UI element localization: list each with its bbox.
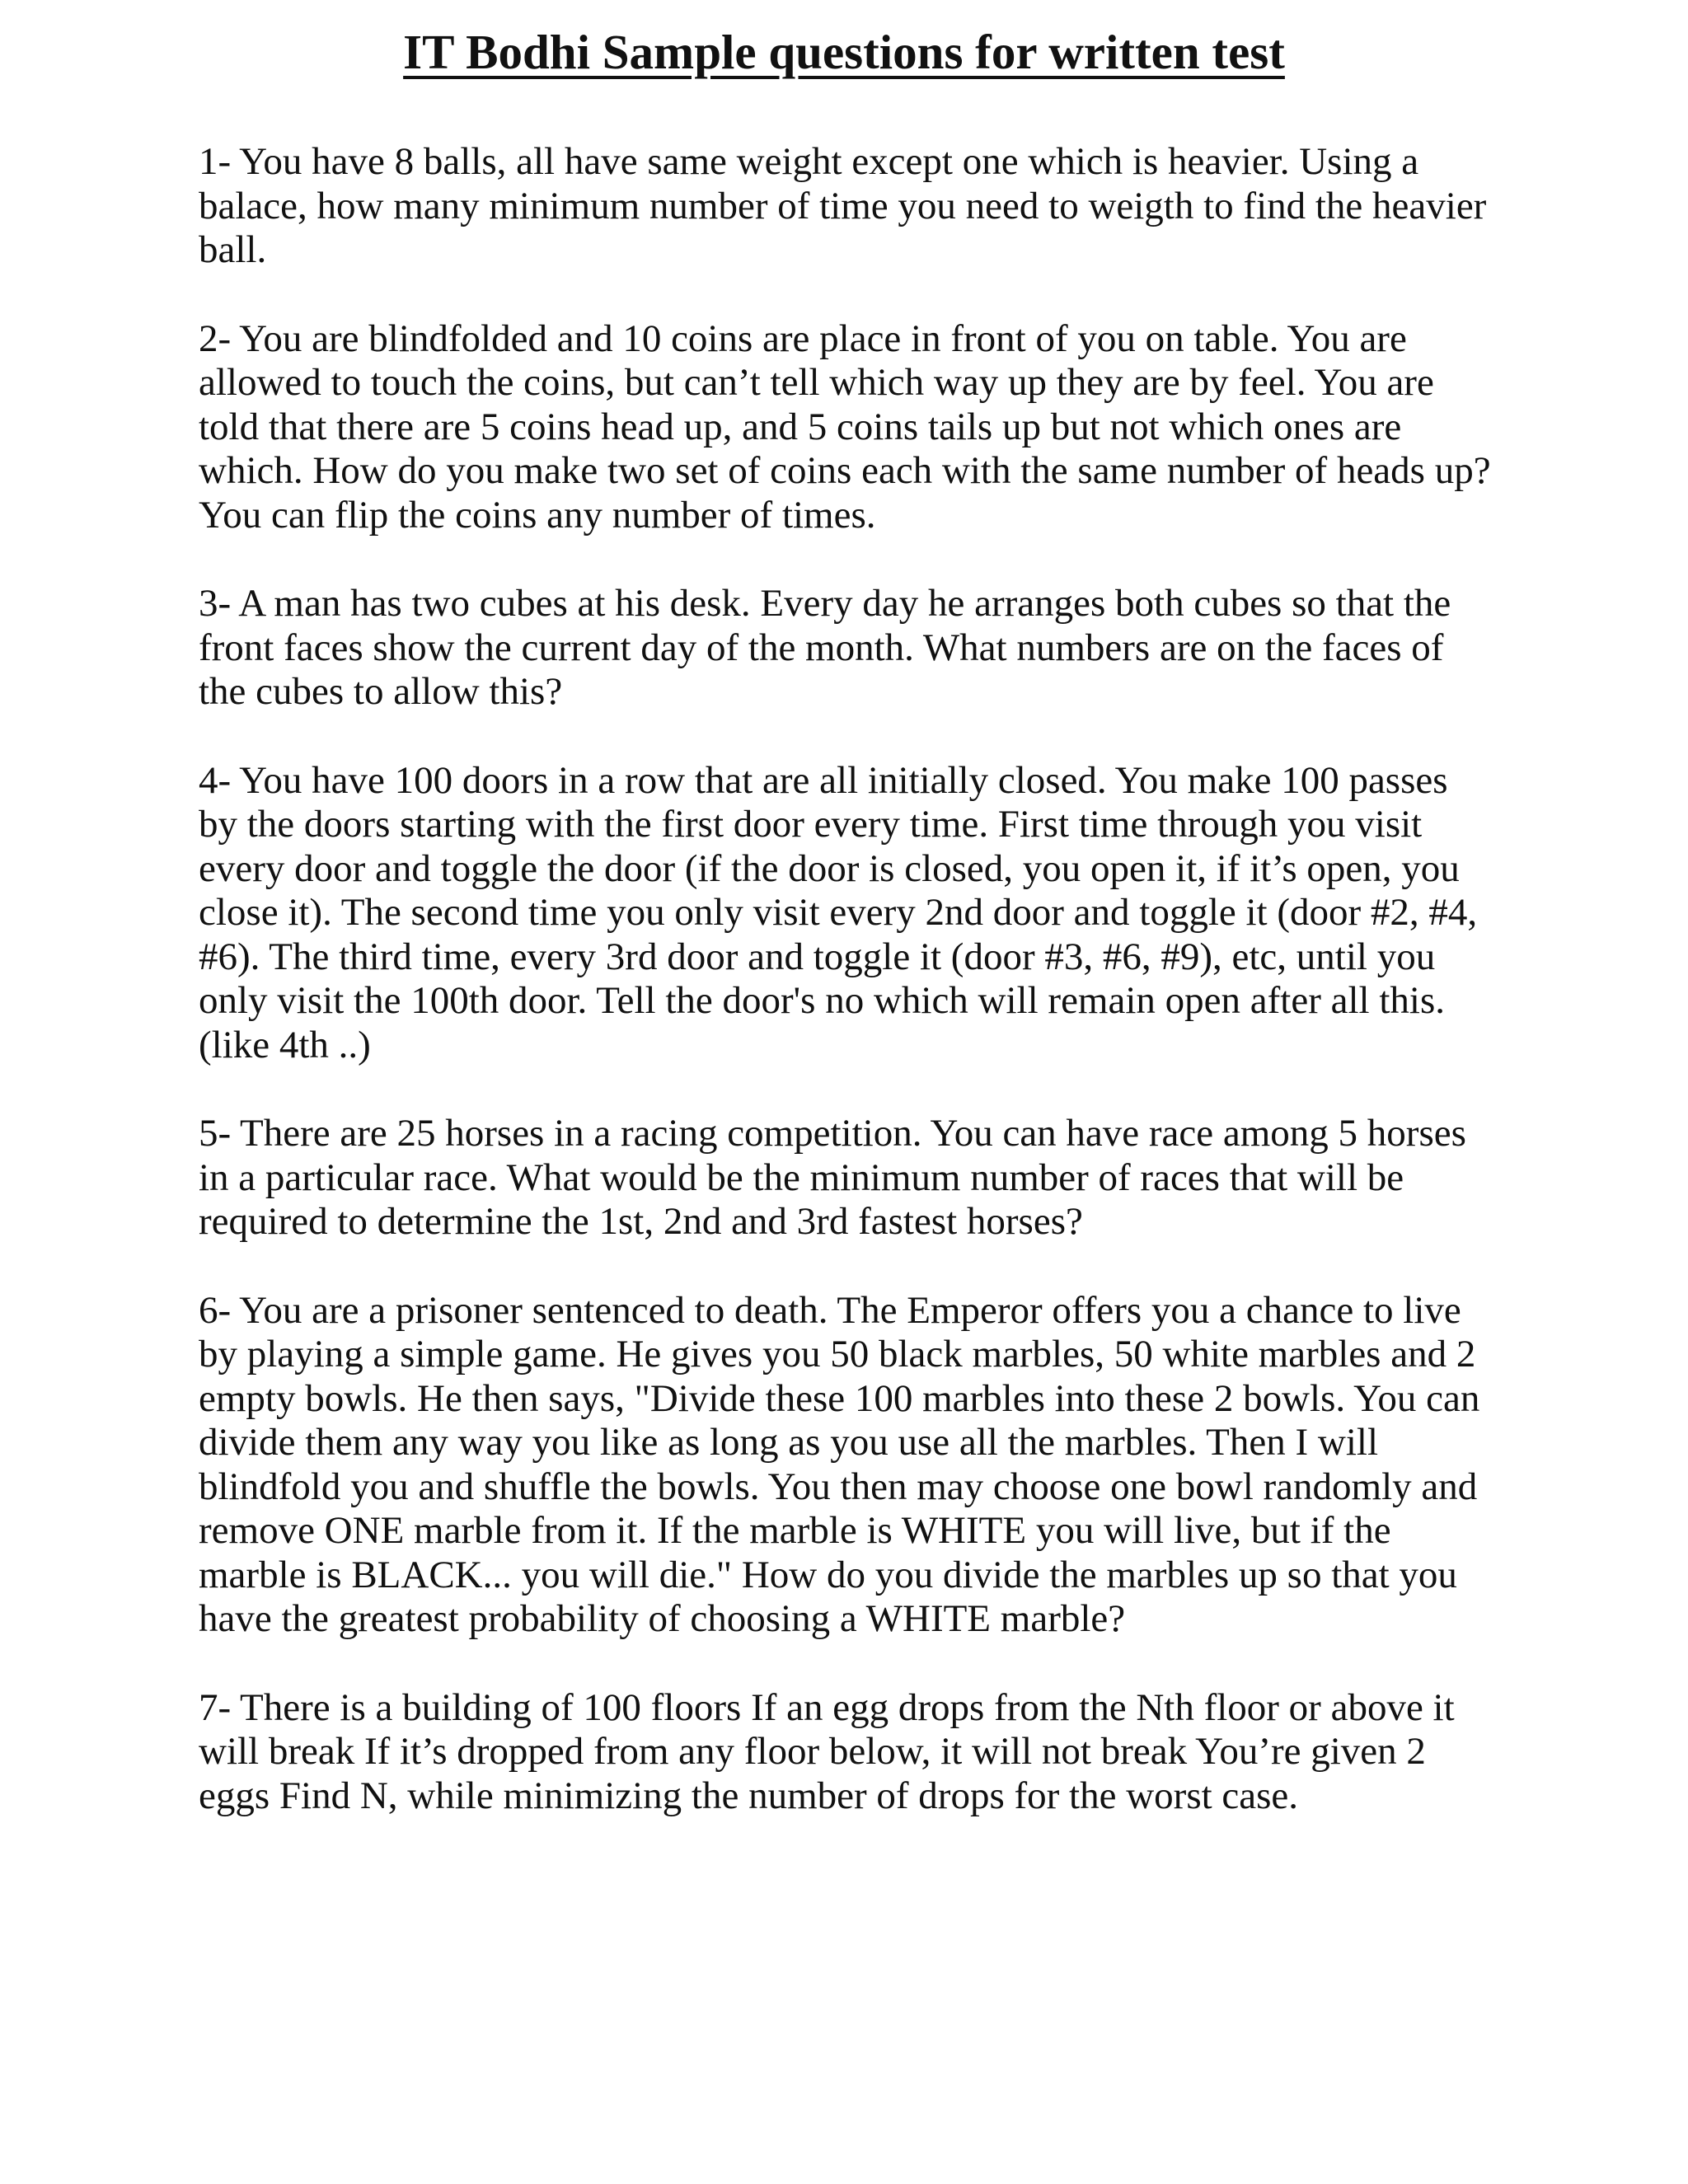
question-4-line: close it). The second time you only visit every 2nd door and toggle it (door #2, #4, [199, 891, 1478, 934]
question-5-line: in a particular race. What would be the minimum number of races that will be [199, 1155, 1404, 1199]
question-7 [199, 1686, 1501, 1819]
page-title: IT Bodhi Sample questions for written test [403, 25, 1285, 79]
question-2-line: You can flip the coins any number of times. [199, 493, 876, 537]
question-list [199, 140, 1501, 1863]
question-7-line: will break If it’s dropped from any floor below, it will not break You’re given 2 [199, 1730, 1426, 1773]
question-4-line: #6). The third time, every 3rd door and toggle it (door #3, #6, #9), etc, until you [199, 935, 1436, 978]
question-6-line: marble is BLACK... you will die." How do you divide the marbles up so that you [199, 1553, 1457, 1596]
question-7-line: eggs Find N, while minimizing the number of drops for the worst case. [199, 1774, 1299, 1817]
question-6-line: divide them any way you like as long as you use all the marbles. Then I will [199, 1421, 1379, 1464]
question-2-line: allowed to touch the coins, but can’t tell which way up they are by feel. You are [199, 361, 1434, 404]
question-3-line: front faces show the current day of the month. What numbers are on the faces of [199, 626, 1444, 669]
question-1-line: ball. [199, 228, 267, 271]
question-6-line: blindfold you and shuffle the bowls. You then may choose one bowl randomly and [199, 1465, 1478, 1508]
question-6 [199, 1289, 1501, 1642]
question-6-line: empty bowls. He then says, "Divide these 100 marbles into these 2 bowls. You can [199, 1376, 1480, 1420]
question-4-line: by the doors starting with the first door every time. First time through you visit [199, 803, 1423, 846]
question-6-line: 6- You are a prisoner sentenced to death. The Emperor offers you a chance to live [199, 1288, 1461, 1332]
question-4-line: 4- You have 100 doors in a row that are all initially closed. You make 100 passes [199, 758, 1448, 802]
question-3 [199, 582, 1501, 715]
question-4 [199, 759, 1501, 1068]
question-4-line: every door and toggle the door (if the door is closed, you open it, if it’s open, you [199, 846, 1460, 890]
question-5 [199, 1112, 1501, 1244]
question-1 [199, 140, 1501, 273]
question-7-line: 7- There is a building of 100 floors If an egg drops from the Nth floor or above it [199, 1685, 1455, 1729]
question-6-line: have the greatest probability of choosing a WHITE marble? [199, 1597, 1126, 1640]
question-2-line: told that there are 5 coins head up, and 5 coins tails up but not which ones are [199, 405, 1402, 448]
question-6-line: by playing a simple game. He gives you 50 black marbles, 50 white marbles and 2 [199, 1333, 1476, 1376]
question-4-line: (like 4th ..) [199, 1023, 371, 1066]
question-2-line: 2- You are blindfolded and 10 coins are place in front of you on table. You are [199, 316, 1407, 360]
question-2-line: which. How do you make two set of coins each with the same number of heads up? [199, 449, 1491, 492]
question-4-line: only visit the 100th door. Tell the door's no which will remain open after all this. [199, 979, 1445, 1022]
question-3-line: 3- A man has two cubes at his desk. Every day he arranges both cubes so that the [199, 582, 1451, 625]
question-1-line: balace, how many minimum number of time you need to weigth to find the heavier [199, 184, 1487, 227]
question-3-line: the cubes to allow this? [199, 670, 563, 713]
question-6-line: remove ONE marble from it. If the marble is WHITE you will live, but if the [199, 1509, 1391, 1552]
question-5-line: required to determine the 1st, 2nd and 3rd fastest horses? [199, 1200, 1083, 1243]
question-1-line: 1- You have 8 balls, all have same weight except one which is heavier. Using a [199, 140, 1419, 183]
question-5-line: 5- There are 25 horses in a racing competition. You can have race among 5 horses [199, 1112, 1466, 1155]
question-2 [199, 317, 1501, 538]
